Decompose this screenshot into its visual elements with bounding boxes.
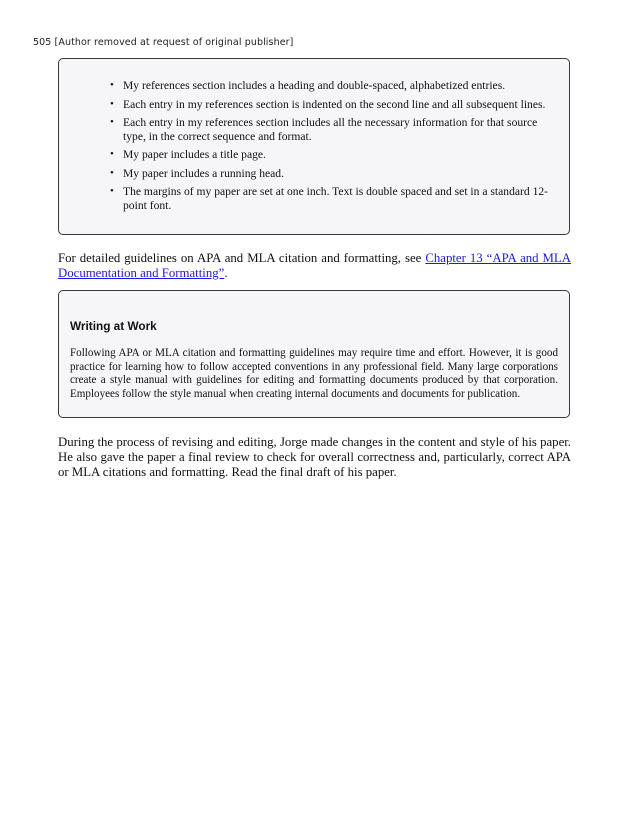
checklist-item-text: My references section includes a heading and double-spaced, alphabetized entries. <box>123 79 506 92</box>
checklist <box>59 59 569 212</box>
checklist-item <box>110 79 555 93</box>
bullet-icon: • <box>110 166 114 179</box>
checklist-item <box>110 166 555 181</box>
checklist-item-text: Each entry in my references section includes all the necessary information for that source type, in the correct sequence and format. <box>123 116 538 143</box>
bullet-icon: • <box>110 79 114 91</box>
running-head: 505 [Author removed at request of original publisher] <box>33 37 294 48</box>
checklist-item <box>110 116 555 143</box>
checklist-item-text: The margins of my paper are set at one inch. Text is double spaced and set in a standard 12-point font. <box>123 185 549 212</box>
writing-at-work-body: Following APA or MLA citation and formatting guidelines may require time and effort. However, it is good practice for learning how to follow accepted conventions in any professional field. Many large corporations create a style manual with guidelines for editing and formatting documents produced by that corporation. Employees follow the style manual when creating internal documents and documents for publication. <box>70 347 558 400</box>
checklist-item <box>110 148 555 162</box>
chapter-13-link[interactable]: Chapter 13 “APA and MLA Documentation and Formatting” <box>58 251 571 280</box>
guidelines-text: For detailed guidelines on APA and MLA citation and formatting, see <box>58 251 426 265</box>
writing-at-work-box <box>58 290 570 418</box>
checklist-item-text: Each entry in my references section is indented on the second line and all subsequent lines. <box>123 97 546 111</box>
checklist-item-text: My paper includes a running head. <box>123 166 284 180</box>
guidelines-period: . <box>224 266 228 280</box>
bullet-icon: • <box>110 148 114 160</box>
checklist-item-text: My paper includes a title page. <box>123 148 266 161</box>
guidelines-paragraph <box>58 251 571 281</box>
checklist-item <box>110 97 555 112</box>
bullet-icon: • <box>110 97 114 110</box>
bullet-icon: • <box>110 116 114 128</box>
bullet-icon: • <box>110 185 114 197</box>
closing-paragraph: During the process of revising and editing, Jorge made changes in the content and style of his paper. He also gave the paper a final review to check for overall correctness and, particularly, correct APA or MLA citations and formatting. Read the final draft of his paper. <box>58 435 571 479</box>
writing-at-work-title: Writing at Work <box>70 319 157 333</box>
checklist-box <box>58 58 570 235</box>
checklist-item <box>110 185 555 212</box>
